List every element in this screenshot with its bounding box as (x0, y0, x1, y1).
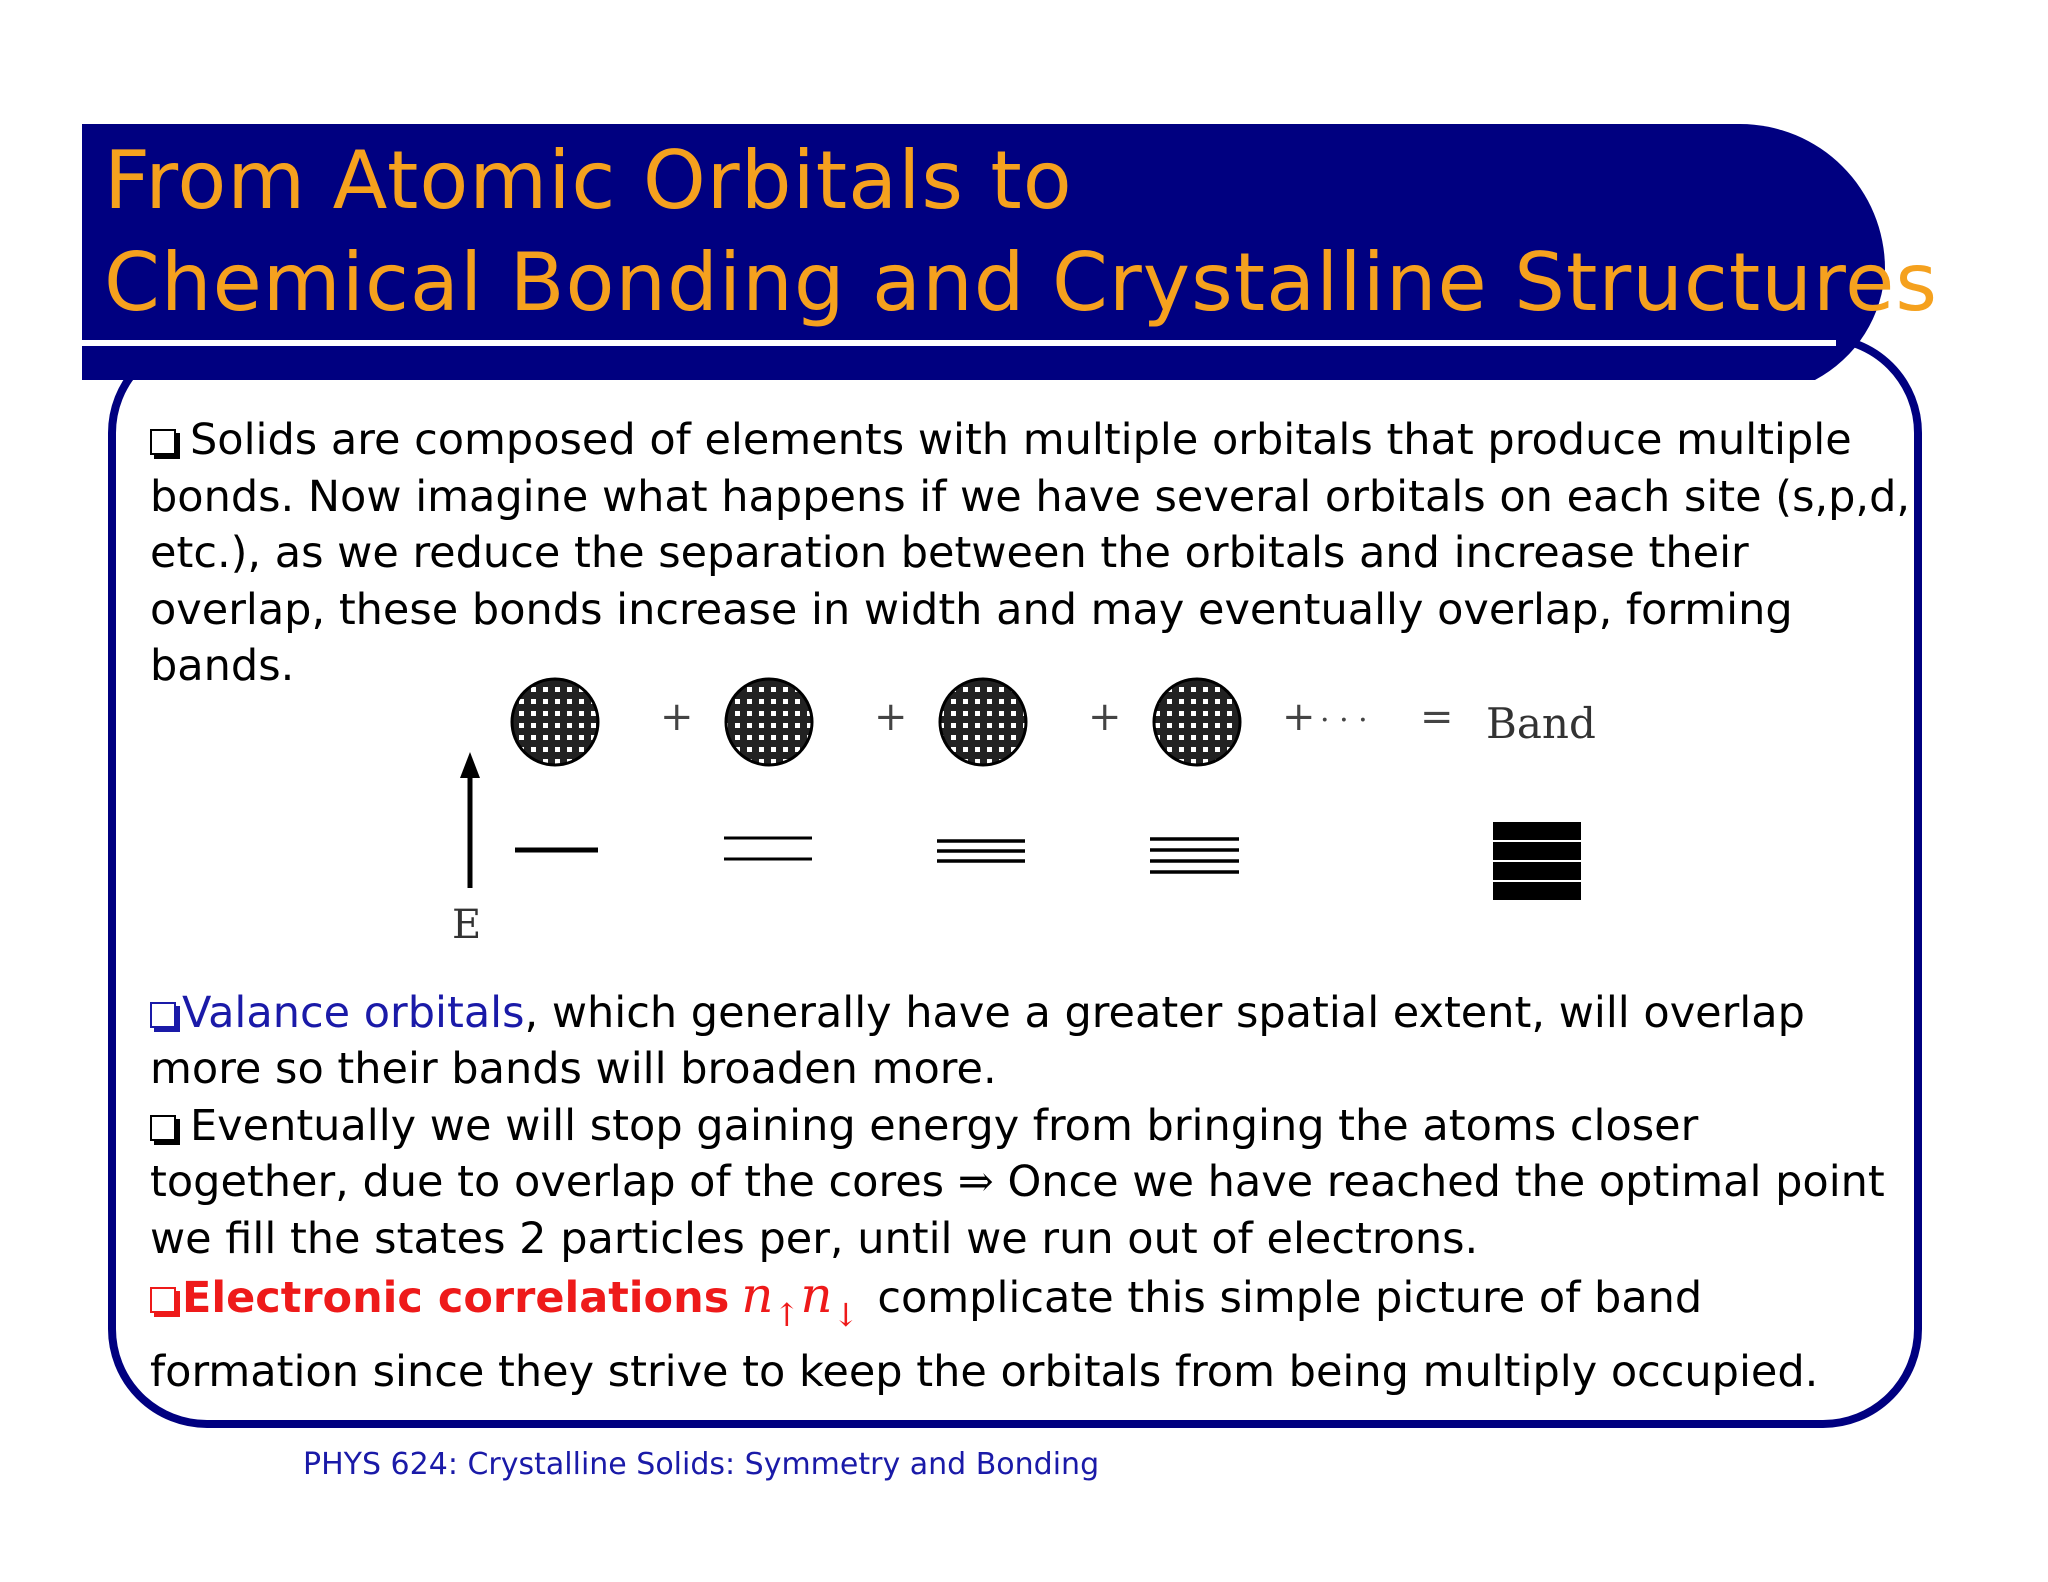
intro-line-3: etc.), as we reduce the separation between the orbitals and increase their (150, 528, 1749, 578)
correlations-line-2: formation since they strive to keep the orbitals from being multiply occupied. (150, 1346, 1819, 1397)
spin-down-arrow-icon: ↓ (832, 1296, 860, 1334)
energy-axis-label: E (452, 902, 482, 948)
eventually-line-3: we fill the states 2 particles per, until we run out of electrons. (150, 1213, 1479, 1264)
energy-band-block (1493, 822, 1581, 900)
correlations-line-1-rest: complicate this simple picture of band (877, 1273, 1703, 1323)
slide-footer: PHYS 624: Crystalline Solids: Symmetry and Bonding (303, 1447, 1100, 1482)
formula-n-up: n (741, 1266, 774, 1324)
intro-line-1: Solids are composed of elements with multiple orbitals that produce multiple (190, 415, 1852, 465)
implies-arrow-icon: ⇒ (957, 1157, 994, 1207)
electronic-correlations-term: Electronic correlations (182, 1273, 730, 1323)
intro-line-2: bonds. Now imagine what happens if we have several orbitals on each site (s,p,d, (150, 471, 1911, 522)
energy-axis-arrowhead-icon (460, 752, 480, 778)
intro-line-4: overlap, these bonds increase in width and may eventually overlap, forming (150, 584, 1793, 635)
slide-title-line-2: Chemical Bonding and Crystalline Structures (104, 236, 1939, 329)
eventually-line-1: Eventually we will stop gaining energy from bringing the atoms closer (190, 1100, 1699, 1151)
orbital-icon (940, 679, 1026, 765)
orbital-icon (726, 679, 812, 765)
valence-orbitals-term: Valance orbitals (182, 987, 525, 1038)
band-label: Band (1486, 699, 1596, 748)
spin-up-arrow-icon: ↑ (773, 1296, 801, 1334)
ellipsis: · · · (1320, 703, 1368, 738)
plus-sign: + (1088, 694, 1122, 740)
slide-title-line-1: From Atomic Orbitals to (104, 134, 1073, 227)
plus-sign: + (874, 694, 908, 740)
orbital-icon (512, 679, 598, 765)
eventually-line-2b: Once we have reached the optimal point (1007, 1157, 1885, 1207)
eventually-line-2a: together, due to overlap of the cores (150, 1157, 945, 1207)
orbital-icon (1154, 679, 1240, 765)
valence-line-1-rest: , which generally have a greater spatial extent, will overlap (524, 987, 1805, 1038)
valence-line-2: more so their bands will broaden more. (150, 1044, 997, 1094)
plus-sign: + (660, 694, 694, 740)
intro-line-5: bands. (150, 641, 295, 691)
equals-sign: = (1420, 694, 1454, 740)
plus-sign: + (1282, 694, 1316, 740)
formula-n-down: n (800, 1266, 833, 1324)
